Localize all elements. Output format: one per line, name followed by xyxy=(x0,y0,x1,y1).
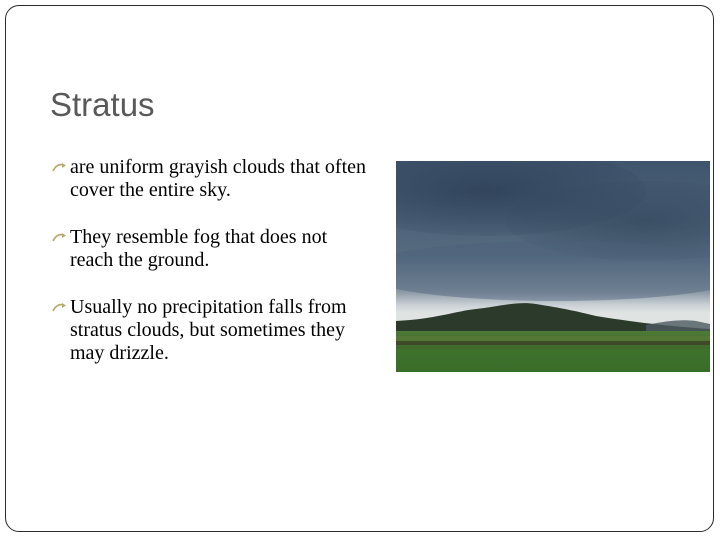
curved-arrow-bullet-icon xyxy=(52,162,68,173)
bullet-text: Usually no precipitation falls from stratus clouds, but sometimes they may drizzle. xyxy=(70,296,347,364)
bullet-text: are uniform grayish clouds that often cover the entire sky. xyxy=(70,156,367,201)
bullet-text: They resemble fog that does not reach the ground. xyxy=(70,226,328,271)
bullet-item xyxy=(52,296,372,365)
bullet-list xyxy=(52,156,372,389)
slide-title: Stratus xyxy=(50,86,155,123)
bullet-item xyxy=(52,226,372,272)
slide-frame xyxy=(5,5,714,532)
curved-arrow-bullet-icon xyxy=(52,302,68,313)
bullet-item xyxy=(52,156,372,202)
stratus-cloud-landscape-photo xyxy=(396,161,710,372)
curved-arrow-bullet-icon xyxy=(52,232,68,243)
